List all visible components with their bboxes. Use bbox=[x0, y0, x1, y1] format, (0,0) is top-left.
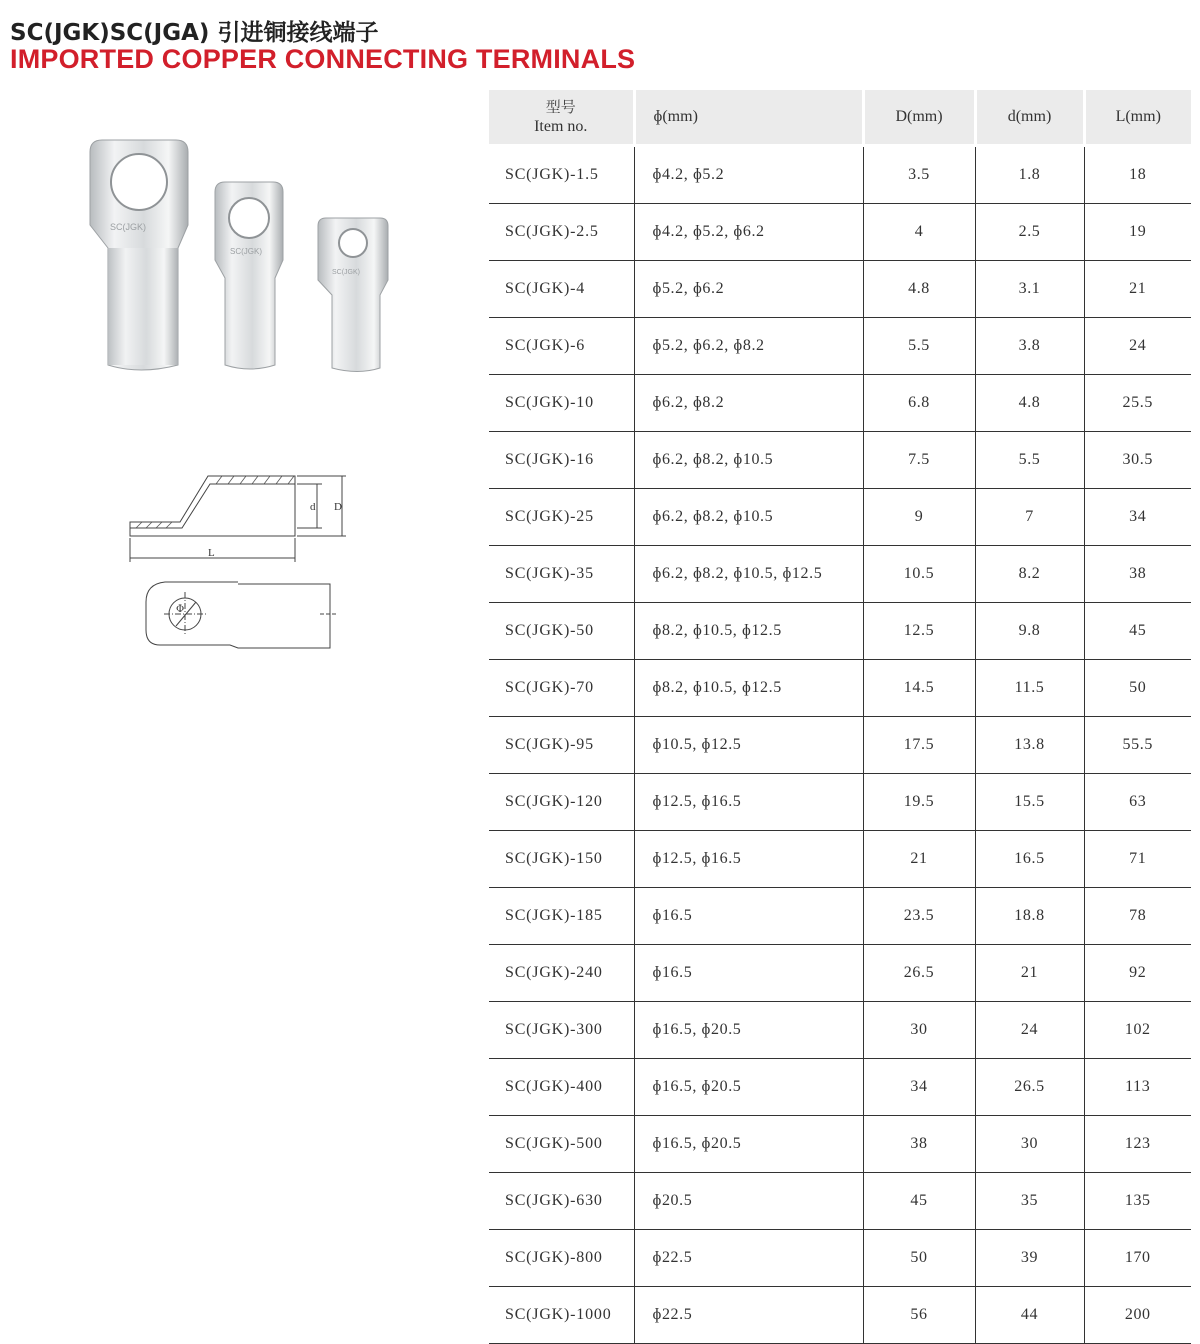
cell-L: 78 bbox=[1084, 888, 1191, 945]
cell-L: 113 bbox=[1084, 1059, 1191, 1116]
cell-phi: ɸ6.2, ɸ8.2, ɸ10.5 bbox=[634, 432, 863, 489]
cell-D: 6.8 bbox=[863, 375, 975, 432]
cell-d: 44 bbox=[975, 1287, 1084, 1344]
cell-L: 38 bbox=[1084, 546, 1191, 603]
cell-d: 15.5 bbox=[975, 774, 1084, 831]
cell-d: 39 bbox=[975, 1230, 1084, 1287]
cell-item-no: SC(JGK)-10 bbox=[489, 375, 634, 432]
cell-D: 45 bbox=[863, 1173, 975, 1230]
cell-D: 38 bbox=[863, 1116, 975, 1173]
cell-L: 24 bbox=[1084, 318, 1191, 375]
cell-D: 34 bbox=[863, 1059, 975, 1116]
cell-L: 123 bbox=[1084, 1116, 1191, 1173]
cell-d: 11.5 bbox=[975, 660, 1084, 717]
cell-D: 10.5 bbox=[863, 546, 975, 603]
cell-d: 24 bbox=[975, 1002, 1084, 1059]
cell-d: 30 bbox=[975, 1116, 1084, 1173]
cell-item-no: SC(JGK)-1000 bbox=[489, 1287, 634, 1344]
table-row bbox=[489, 261, 1191, 318]
cell-D: 50 bbox=[863, 1230, 975, 1287]
header-item-cn: 型号 bbox=[545, 98, 576, 116]
table-row bbox=[489, 660, 1191, 717]
cell-d: 3.8 bbox=[975, 318, 1084, 375]
header-item-en: Item no. bbox=[534, 118, 588, 135]
stamp-text-large: SC(JGK) bbox=[110, 222, 146, 232]
cell-D: 26.5 bbox=[863, 945, 975, 1002]
cell-d: 26.5 bbox=[975, 1059, 1084, 1116]
table-row bbox=[489, 318, 1191, 375]
cell-D: 5.5 bbox=[863, 318, 975, 375]
side-view-inner bbox=[130, 484, 295, 528]
cell-phi: ɸ10.5, ɸ12.5 bbox=[634, 717, 863, 774]
title-english: IMPORTED COPPER CONNECTING TERMINALS bbox=[10, 44, 636, 74]
cell-d: 18.8 bbox=[975, 888, 1084, 945]
title-chinese: SC(JGK)SC(JGA) 引进铜接线端子 bbox=[10, 20, 379, 46]
table-row bbox=[489, 831, 1191, 888]
cell-d: 8.2 bbox=[975, 546, 1084, 603]
cell-phi: ɸ22.5 bbox=[634, 1230, 863, 1287]
cell-L: 21 bbox=[1084, 261, 1191, 318]
table-row bbox=[489, 1116, 1191, 1173]
cell-L: 18 bbox=[1084, 146, 1191, 204]
cell-phi: ɸ12.5, ɸ16.5 bbox=[634, 774, 863, 831]
cell-item-no: SC(JGK)-70 bbox=[489, 660, 634, 717]
label-D: D bbox=[334, 501, 342, 513]
cell-D: 30 bbox=[863, 1002, 975, 1059]
cell-L: 19 bbox=[1084, 204, 1191, 261]
cell-phi: ɸ6.2, ɸ8.2, ɸ10.5 bbox=[634, 489, 863, 546]
cell-d: 2.5 bbox=[975, 204, 1084, 261]
table-header-row bbox=[489, 90, 1191, 146]
cell-d: 35 bbox=[975, 1173, 1084, 1230]
cell-L: 200 bbox=[1084, 1287, 1191, 1344]
cell-phi: ɸ16.5 bbox=[634, 888, 863, 945]
cell-item-no: SC(JGK)-120 bbox=[489, 774, 634, 831]
table-row bbox=[489, 1287, 1191, 1344]
cell-L: 92 bbox=[1084, 945, 1191, 1002]
cell-item-no: SC(JGK)-95 bbox=[489, 717, 634, 774]
cell-D: 23.5 bbox=[863, 888, 975, 945]
cell-D: 21 bbox=[863, 831, 975, 888]
cell-phi: ɸ4.2, ɸ5.2, ɸ6.2 bbox=[634, 204, 863, 261]
cell-item-no: SC(JGK)-300 bbox=[489, 1002, 634, 1059]
cell-L: 170 bbox=[1084, 1230, 1191, 1287]
cell-D: 9 bbox=[863, 489, 975, 546]
cell-phi: ɸ12.5, ɸ16.5 bbox=[634, 831, 863, 888]
cell-item-no: SC(JGK)-1.5 bbox=[489, 146, 634, 204]
cell-L: 50 bbox=[1084, 660, 1191, 717]
cell-phi: ɸ6.2, ɸ8.2, ɸ10.5, ɸ12.5 bbox=[634, 546, 863, 603]
table-row bbox=[489, 1173, 1191, 1230]
cell-item-no: SC(JGK)-150 bbox=[489, 831, 634, 888]
cell-item-no: SC(JGK)-185 bbox=[489, 888, 634, 945]
lug-small bbox=[318, 218, 388, 372]
cell-D: 12.5 bbox=[863, 603, 975, 660]
cell-item-no: SC(JGK)-400 bbox=[489, 1059, 634, 1116]
cell-D: 4.8 bbox=[863, 261, 975, 318]
cell-phi: ɸ6.2, ɸ8.2 bbox=[634, 375, 863, 432]
cell-phi: ɸ8.2, ɸ10.5, ɸ12.5 bbox=[634, 603, 863, 660]
side-view-outline bbox=[130, 476, 295, 536]
cell-L: 71 bbox=[1084, 831, 1191, 888]
cell-phi: ɸ5.2, ɸ6.2, ɸ8.2 bbox=[634, 318, 863, 375]
cell-L: 25.5 bbox=[1084, 375, 1191, 432]
label-d: d bbox=[310, 501, 316, 513]
cell-D: 19.5 bbox=[863, 774, 975, 831]
table-row bbox=[489, 146, 1191, 204]
table-row bbox=[489, 888, 1191, 945]
label-phi: Φ bbox=[176, 604, 185, 615]
cell-d: 16.5 bbox=[975, 831, 1084, 888]
cell-phi: ɸ16.5 bbox=[634, 945, 863, 1002]
cell-phi: ɸ16.5, ɸ20.5 bbox=[634, 1002, 863, 1059]
stamp-text-medium: SC(JGK) bbox=[230, 247, 262, 256]
stamp-text-small: SC(JGK) bbox=[332, 269, 360, 276]
cell-d: 9.8 bbox=[975, 603, 1084, 660]
cell-item-no: SC(JGK)-800 bbox=[489, 1230, 634, 1287]
table-row bbox=[489, 204, 1191, 261]
table-row bbox=[489, 717, 1191, 774]
cell-L: 45 bbox=[1084, 603, 1191, 660]
table-row bbox=[489, 1230, 1191, 1287]
table-row bbox=[489, 489, 1191, 546]
cell-D: 3.5 bbox=[863, 146, 975, 204]
table-row bbox=[489, 603, 1191, 660]
cell-D: 56 bbox=[863, 1287, 975, 1344]
cell-d: 3.1 bbox=[975, 261, 1084, 318]
cell-item-no: SC(JGK)-16 bbox=[489, 432, 634, 489]
cell-item-no: SC(JGK)-2.5 bbox=[489, 204, 634, 261]
cell-item-no: SC(JGK)-240 bbox=[489, 945, 634, 1002]
cell-L: 102 bbox=[1084, 1002, 1191, 1059]
cell-d: 4.8 bbox=[975, 375, 1084, 432]
cell-L: 135 bbox=[1084, 1173, 1191, 1230]
cell-d: 5.5 bbox=[975, 432, 1084, 489]
cell-item-no: SC(JGK)-4 bbox=[489, 261, 634, 318]
cell-d: 13.8 bbox=[975, 717, 1084, 774]
cell-phi: ɸ16.5, ɸ20.5 bbox=[634, 1059, 863, 1116]
cell-phi: ɸ16.5, ɸ20.5 bbox=[634, 1116, 863, 1173]
cell-L: 34 bbox=[1084, 489, 1191, 546]
product-photo bbox=[80, 130, 410, 390]
cell-D: 7.5 bbox=[863, 432, 975, 489]
cell-item-no: SC(JGK)-6 bbox=[489, 318, 634, 375]
spec-table bbox=[489, 90, 1191, 1344]
cell-phi: ɸ8.2, ɸ10.5, ɸ12.5 bbox=[634, 660, 863, 717]
label-L: L bbox=[208, 547, 215, 559]
cell-L: 63 bbox=[1084, 774, 1191, 831]
table-row bbox=[489, 546, 1191, 603]
header-phi: ɸ(mm) bbox=[634, 90, 863, 146]
cell-L: 30.5 bbox=[1084, 432, 1191, 489]
technical-drawing bbox=[110, 460, 370, 660]
table-row bbox=[489, 945, 1191, 1002]
cell-d: 1.8 bbox=[975, 146, 1084, 204]
header-L: L(mm) bbox=[1084, 90, 1191, 146]
table-row bbox=[489, 1002, 1191, 1059]
table-row bbox=[489, 375, 1191, 432]
cell-D: 14.5 bbox=[863, 660, 975, 717]
table-row bbox=[489, 1059, 1191, 1116]
cell-d: 7 bbox=[975, 489, 1084, 546]
table-row bbox=[489, 774, 1191, 831]
cell-item-no: SC(JGK)-630 bbox=[489, 1173, 634, 1230]
cell-D: 4 bbox=[863, 204, 975, 261]
header-D: D(mm) bbox=[863, 90, 975, 146]
header-item-no bbox=[489, 90, 634, 146]
cell-d: 21 bbox=[975, 945, 1084, 1002]
cell-D: 17.5 bbox=[863, 717, 975, 774]
header-d: d(mm) bbox=[975, 90, 1084, 146]
table-row bbox=[489, 432, 1191, 489]
cell-item-no: SC(JGK)-25 bbox=[489, 489, 634, 546]
lug-medium bbox=[215, 182, 283, 369]
cell-item-no: SC(JGK)-50 bbox=[489, 603, 634, 660]
cell-L: 55.5 bbox=[1084, 717, 1191, 774]
cell-item-no: SC(JGK)-500 bbox=[489, 1116, 634, 1173]
cell-item-no: SC(JGK)-35 bbox=[489, 546, 634, 603]
cell-phi: ɸ20.5 bbox=[634, 1173, 863, 1230]
cell-phi: ɸ5.2, ɸ6.2 bbox=[634, 261, 863, 318]
top-view-outline bbox=[146, 582, 330, 648]
lug-large bbox=[90, 140, 188, 370]
cell-phi: ɸ22.5 bbox=[634, 1287, 863, 1344]
cell-phi: ɸ4.2, ɸ5.2 bbox=[634, 146, 863, 204]
